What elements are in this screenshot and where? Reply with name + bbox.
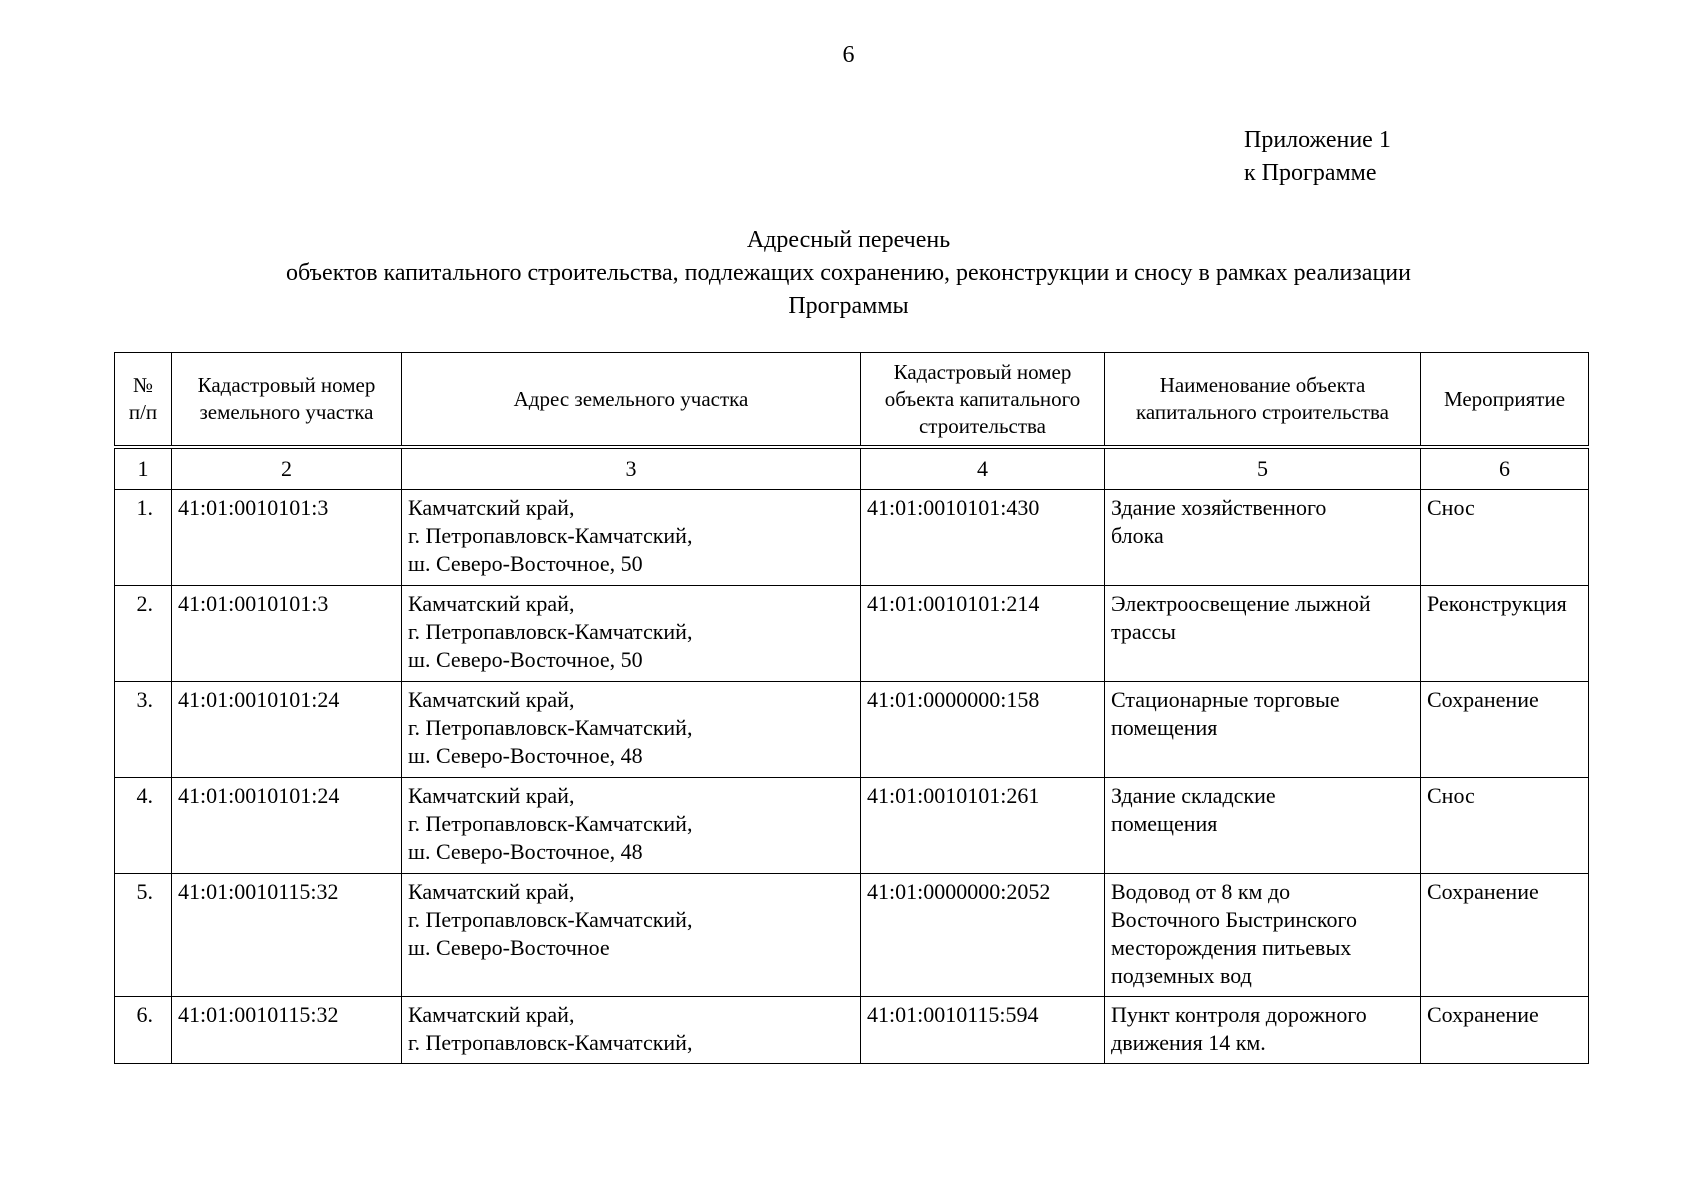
cell-line: блока bbox=[1111, 523, 1164, 548]
appendix-line-2: к Программе bbox=[1244, 160, 1377, 186]
object-cadastral-cell: 41:01:0000000:2052 bbox=[861, 874, 1105, 997]
object-cadastral-cell: 41:01:0010101:430 bbox=[861, 490, 1105, 586]
object-cadastral-cell: 41:01:0010115:594 bbox=[861, 997, 1105, 1064]
column-number: 4 bbox=[861, 447, 1105, 490]
table-row bbox=[115, 586, 1589, 682]
cell-line: помещения bbox=[1111, 811, 1218, 836]
action-cell: Сохранение bbox=[1421, 874, 1589, 997]
table-row bbox=[115, 778, 1589, 874]
table-row bbox=[115, 490, 1589, 586]
header-land-cadastral: Кадастровый номер земельного участка bbox=[172, 353, 402, 448]
cell-line: движения 14 км. bbox=[1111, 1030, 1266, 1055]
cell-line: г. Петропавловск-Камчатский, bbox=[408, 907, 693, 932]
appendix-line-1: Приложение 1 bbox=[1244, 127, 1391, 153]
column-number: 6 bbox=[1421, 447, 1589, 490]
cell-line: помещения bbox=[1111, 715, 1218, 740]
address-cell bbox=[402, 778, 861, 874]
column-number: 3 bbox=[402, 447, 861, 490]
cell-line: Стационарные торговые bbox=[1111, 687, 1340, 712]
cell-line: Камчатский край, bbox=[408, 591, 575, 616]
cell-line: г. Петропавловск-Камчатский, bbox=[408, 1030, 693, 1055]
cell-line: г. Петропавловск-Камчатский, bbox=[408, 811, 693, 836]
row-number: 6. bbox=[115, 997, 172, 1064]
address-cell bbox=[402, 490, 861, 586]
cell-line: Восточного Быстринского bbox=[1111, 907, 1357, 932]
table-row bbox=[115, 682, 1589, 778]
address-cell bbox=[402, 586, 861, 682]
object-name-cell bbox=[1105, 997, 1421, 1064]
column-number: 1 bbox=[115, 447, 172, 490]
object-cadastral-cell: 41:01:0000000:158 bbox=[861, 682, 1105, 778]
address-cell bbox=[402, 997, 861, 1064]
cell-line: Камчатский край, bbox=[408, 783, 575, 808]
cell-line: Пункт контроля дорожного bbox=[1111, 1002, 1367, 1027]
row-number: 5. bbox=[115, 874, 172, 997]
objects-table bbox=[114, 352, 1589, 1064]
cell-line: ш. Северо-Восточное bbox=[408, 935, 610, 960]
title-line-3: Программы bbox=[788, 293, 909, 319]
land-cadastral-cell: 41:01:0010101:24 bbox=[172, 778, 402, 874]
land-cadastral-cell: 41:01:0010101:24 bbox=[172, 682, 402, 778]
cell-line: Камчатский край, bbox=[408, 495, 575, 520]
action-cell: Сохранение bbox=[1421, 997, 1589, 1064]
cell-line: подземных вод bbox=[1111, 963, 1252, 988]
cell-line: ш. Северо-Восточное, 48 bbox=[408, 743, 643, 768]
cell-line: г. Петропавловск-Камчатский, bbox=[408, 523, 693, 548]
land-cadastral-cell: 41:01:0010115:32 bbox=[172, 874, 402, 997]
action-cell: Снос bbox=[1421, 490, 1589, 586]
object-cadastral-cell: 41:01:0010101:214 bbox=[861, 586, 1105, 682]
object-name-cell bbox=[1105, 874, 1421, 997]
land-cadastral-cell: 41:01:0010101:3 bbox=[172, 586, 402, 682]
cell-line: ш. Северо-Восточное, 48 bbox=[408, 839, 643, 864]
appendix-note bbox=[1244, 124, 1391, 190]
cell-line: Камчатский край, bbox=[408, 687, 575, 712]
object-name-cell bbox=[1105, 490, 1421, 586]
cell-line: г. Петропавловск-Камчатский, bbox=[408, 619, 693, 644]
cell-line: Камчатский край, bbox=[408, 879, 575, 904]
cell-line: Здание складские bbox=[1111, 783, 1276, 808]
cell-line: Электроосвещение лыжной bbox=[1111, 591, 1371, 616]
row-number: 4. bbox=[115, 778, 172, 874]
address-cell bbox=[402, 874, 861, 997]
header-num: № п/п bbox=[115, 353, 172, 448]
row-number: 1. bbox=[115, 490, 172, 586]
action-cell: Сохранение bbox=[1421, 682, 1589, 778]
table-header-row bbox=[115, 353, 1589, 448]
cell-line: Здание хозяйственного bbox=[1111, 495, 1327, 520]
cell-line: Водовод от 8 км до bbox=[1111, 879, 1291, 904]
action-cell: Реконструкция bbox=[1421, 586, 1589, 682]
title-line-1: Адресный перечень bbox=[746, 227, 951, 253]
page-number: 6 bbox=[842, 42, 855, 68]
object-name-cell bbox=[1105, 586, 1421, 682]
row-number: 2. bbox=[115, 586, 172, 682]
header-object-name: Наименование объекта капитального строительства bbox=[1105, 353, 1421, 448]
header-object-cadastral: Кадастровый номер объекта капитального строительства bbox=[861, 353, 1105, 448]
land-cadastral-cell: 41:01:0010101:3 bbox=[172, 490, 402, 586]
column-numbers-row bbox=[115, 447, 1589, 490]
title-line-2: объектов капитального строительства, подлежащих сохранению, реконструкции и сносу в рамках реализации bbox=[286, 260, 1411, 286]
action-cell: Снос bbox=[1421, 778, 1589, 874]
header-action: Мероприятие bbox=[1421, 353, 1589, 448]
cell-line: месторождения питьевых bbox=[1111, 935, 1352, 960]
table-row bbox=[115, 874, 1589, 997]
cell-line: г. Петропавловск-Камчатский, bbox=[408, 715, 693, 740]
cell-line: Камчатский край, bbox=[408, 1002, 575, 1027]
address-cell bbox=[402, 682, 861, 778]
column-number: 2 bbox=[172, 447, 402, 490]
cell-line: ш. Северо-Восточное, 50 bbox=[408, 551, 643, 576]
cell-line: ш. Северо-Восточное, 50 bbox=[408, 647, 643, 672]
object-name-cell bbox=[1105, 682, 1421, 778]
object-cadastral-cell: 41:01:0010101:261 bbox=[861, 778, 1105, 874]
column-number: 5 bbox=[1105, 447, 1421, 490]
cell-line: трассы bbox=[1111, 619, 1176, 644]
object-name-cell bbox=[1105, 778, 1421, 874]
header-address: Адрес земельного участка bbox=[402, 353, 861, 448]
land-cadastral-cell: 41:01:0010115:32 bbox=[172, 997, 402, 1064]
row-number: 3. bbox=[115, 682, 172, 778]
document-title bbox=[0, 224, 1697, 323]
table-row bbox=[115, 997, 1589, 1064]
